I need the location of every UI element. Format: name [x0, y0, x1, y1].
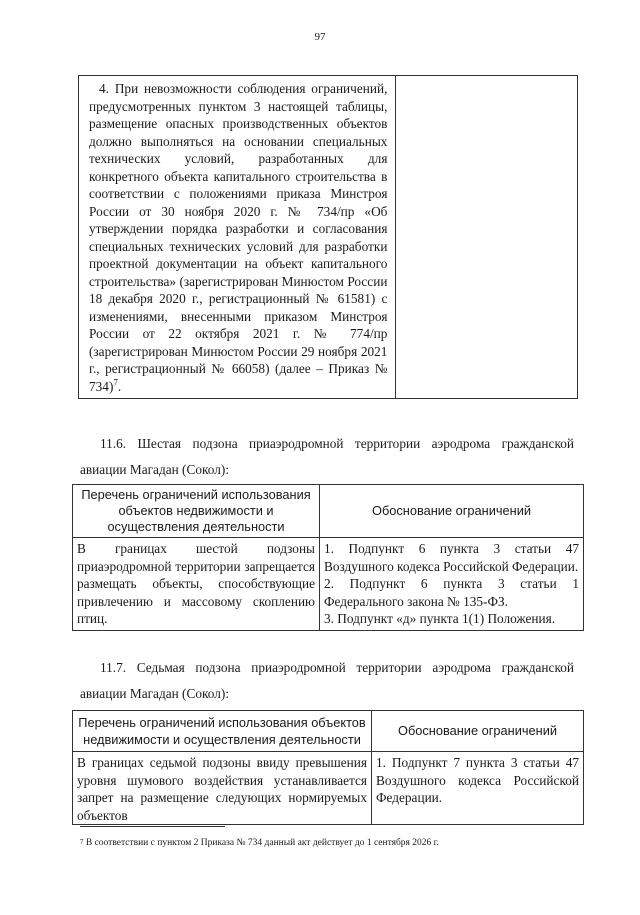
- basis-item: 1. Подпункт 7 пункта 3 статьи 47 Воздушного кодекса Российской Федерации.: [376, 755, 579, 805]
- subzone-7-table: [72, 710, 584, 825]
- basis-item: 1. Подпункт 6 пункта 3 статьи 47 Воздушного кодекса Российской Федерации.: [324, 541, 579, 574]
- restriction-cell: [73, 752, 372, 825]
- header-restrictions: Перечень ограничений использования объектов недвижимости и осуществления деятельности: [73, 485, 320, 538]
- footnote: [80, 838, 580, 848]
- header-restrictions: Перечень ограничений использования объектов недвижимости и осуществления деятельности: [73, 711, 372, 752]
- restrictions-table-continued: [78, 75, 578, 399]
- restriction-text: В границах седьмой подзоны ввиду превышения уровня шумового воздействия устанавливается запрет на размещение следующих нормируемых объектов: [77, 755, 367, 822]
- basis-list: [320, 538, 584, 631]
- footnote-reference: 7: [113, 377, 118, 388]
- section-11-7-title: [80, 655, 574, 707]
- section-11-6-title: [80, 431, 574, 483]
- restriction-item-4: [79, 76, 396, 399]
- restriction-text: В границах шестой подзоны приаэродромной территории запрещается размещать объекты, способствующие привлечению и массовому скоплению птиц.: [73, 538, 320, 631]
- subzone-6-table: [72, 484, 584, 631]
- footnote-divider: [80, 826, 225, 827]
- section-title-text: 11.7. Седьмая подзона приаэродромной территории аэродрома гражданской авиации Магадан (Сокол):: [80, 660, 574, 701]
- header-basis: Обоснование ограничений: [320, 485, 584, 538]
- page-number: 97: [314, 31, 326, 43]
- item-text-end: .: [117, 378, 122, 394]
- basis-item: 2. Подпункт 6 пункта 3 статьи 1 Федерального закона № 135-ФЗ.: [324, 576, 579, 609]
- footnote-mark: 7: [80, 838, 84, 846]
- item-text: При невозможности соблюдения ограничений, предусмотренных пунктом 3 настоящей таблицы, размещение опасных производственных объектов должно выполняться на основании специальных технических условий, разработанных для конкретного объекта капитального строительства в соответствии с положениями приказа Минстроя России от 30 ноября 2020 г. № 734/пр «Об утверждении порядка разработки и согласования специальных технических условий для разработки проектной документации на объект капитального строительства» (зарегистрирован Минюстом России 18 декабря 2020 г., регистрационный № 61581) с изменениями, внесенными приказом Минстроя России от 22 октября 2021 г. № 774/пр (зарегистрирован Минюстом России 29 ноября 2021 г., регистрационный № 66058) (далее – Приказ № 734): [89, 81, 388, 394]
- basis-list: [372, 752, 584, 825]
- item-number: 4.: [99, 81, 109, 96]
- basis-cell-empty: [396, 76, 578, 399]
- header-basis: Обоснование ограничений: [372, 711, 584, 752]
- footnote-text: В соответствии с пунктом 2 Приказа № 734 данный акт действует до 1 сентября 2026 г.: [85, 838, 439, 848]
- section-title-text: 11.6. Шестая подзона приаэродромной территории аэродрома гражданской авиации Магадан (Сокол):: [80, 436, 574, 477]
- basis-item: 3. Подпункт «д» пункта 1(1) Положения.: [324, 611, 556, 626]
